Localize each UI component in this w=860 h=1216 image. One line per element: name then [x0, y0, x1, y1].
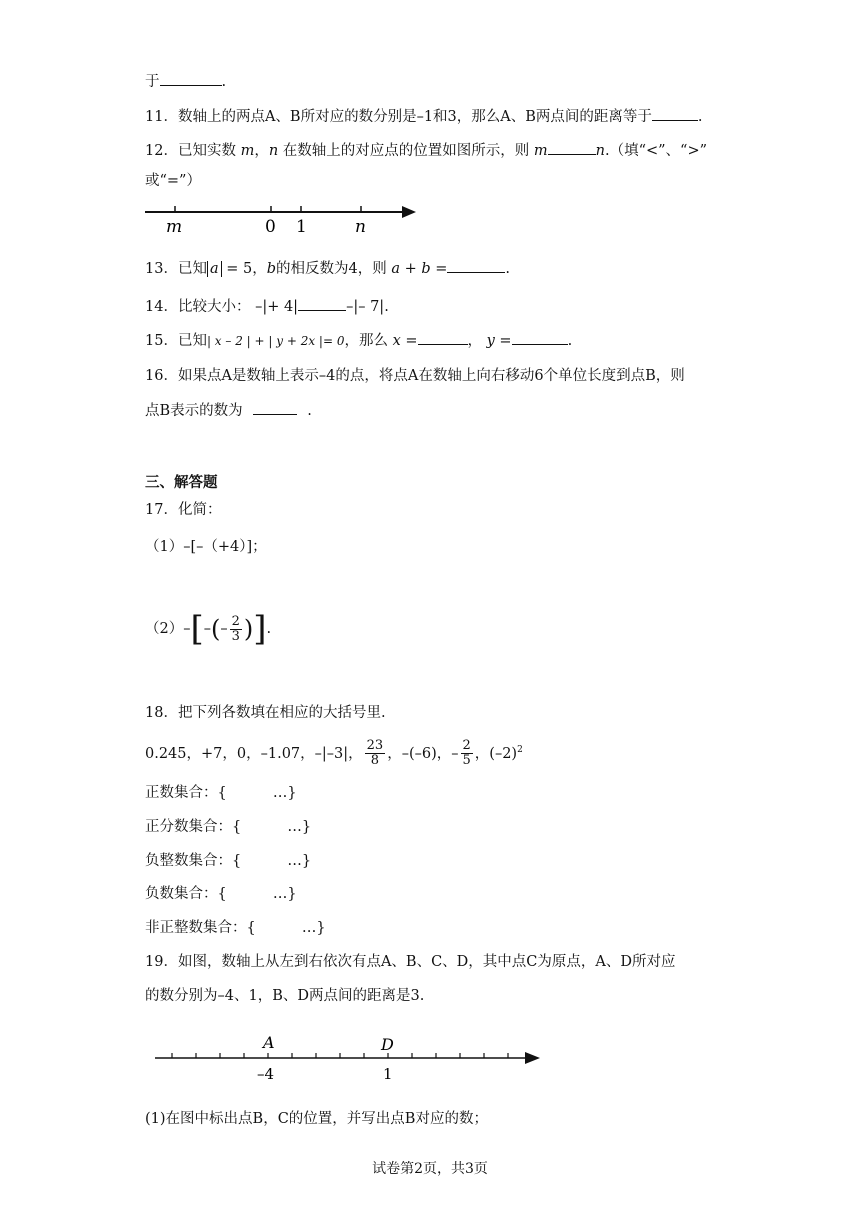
- expression: –|+ 4|: [255, 299, 299, 315]
- answer-blank: [652, 107, 698, 121]
- text: 13．已知: [145, 261, 207, 277]
- question-19: 19．如图，数轴上从左到右依次有点A、B、C、D，其中点C为原点，A、D所对应: [145, 954, 676, 970]
- var-n: n: [595, 143, 605, 159]
- set-positive-fraction: 正分数集合：{ …}: [145, 819, 312, 835]
- question-19-part1: (1)在图中标出点B，C的位置，并写出点B对应的数；: [145, 1111, 488, 1127]
- question-12-line2: [145, 171, 201, 191]
- prev-question-tail: [145, 72, 226, 92]
- var-n: n: [268, 143, 279, 159]
- text: .（填“<”、“>”: [604, 143, 708, 159]
- fraction: $\frac{23}{8}$: [366, 738, 384, 769]
- abs-a: a: [207, 261, 222, 277]
- question-14: [145, 297, 389, 317]
- expression: –|–3|，: [314, 745, 363, 762]
- text: = 5，: [226, 261, 267, 277]
- question-17-part1: （1）–[–（+4）]；: [145, 539, 267, 555]
- axis-label-A: A: [263, 1033, 275, 1052]
- text: ，: [254, 143, 269, 159]
- set-negative-integer: 负整数集合：{ …}: [145, 853, 312, 869]
- question-12: [145, 141, 707, 161]
- text: 15．已知: [145, 333, 207, 349]
- var-m: m: [240, 143, 255, 159]
- text: 在数轴上的对应点的位置如图所示，则: [282, 143, 530, 159]
- expression: a + b =: [391, 261, 448, 277]
- text: 0.245，+7，0，–1.07，: [145, 745, 315, 762]
- axis-label-0: 0: [265, 217, 276, 237]
- text: ，(–2): [474, 745, 518, 762]
- answer-blank: [160, 72, 222, 86]
- axis-label-n: n: [355, 217, 366, 237]
- text: .: [697, 109, 703, 125]
- text: .: [384, 299, 389, 315]
- answer-blank: [548, 141, 596, 155]
- question-11: [145, 107, 703, 127]
- section-heading: 三、解答题: [145, 474, 218, 491]
- text: 的相反数为4，则: [276, 261, 387, 277]
- set-positive: 正数集合：{ …}: [145, 785, 297, 801]
- axis-label-1: 1: [296, 217, 307, 237]
- question-18-numbers: [145, 735, 523, 769]
- text: ，那么: [344, 333, 388, 349]
- question-13: [145, 259, 510, 279]
- text: .: [307, 403, 312, 419]
- expression: y =: [486, 333, 512, 349]
- var-m: m: [533, 143, 548, 159]
- set-negative: 负数集合：{ …}: [145, 886, 297, 902]
- question-17: 17．化简：: [145, 502, 222, 518]
- text: .: [505, 261, 511, 277]
- answer-blank: [253, 401, 297, 415]
- expression: x =: [392, 333, 418, 349]
- text: .: [567, 333, 573, 349]
- fraction: $\frac{2}{5}$: [462, 738, 471, 769]
- expression: | x – 2 | + | y + 2x |= 0: [206, 334, 345, 348]
- question-18: 18．把下列各数填在相应的大括号里.: [145, 705, 386, 721]
- text: 于: [145, 74, 160, 90]
- question-16-line2: [145, 401, 312, 421]
- page-footer: 试卷第2页，共3页: [372, 1161, 488, 1177]
- axis-label-m: m: [166, 217, 183, 237]
- text: 或“=”）: [145, 173, 201, 189]
- answer-blank: [447, 259, 505, 273]
- text: ，: [467, 333, 483, 349]
- answer-blank: [418, 331, 468, 345]
- text: 点B表示的数为: [145, 403, 243, 419]
- var-b: b: [266, 261, 276, 277]
- number-line-q12: [140, 198, 430, 242]
- text: 12．已知实数: [145, 143, 236, 159]
- question-17-part2: （2）–[–(– $\frac{2}{3}$ )].: [145, 609, 272, 649]
- question-text: 11．数轴上的两点A、B所对应的数分别是–1和3，那么A、B两点间的距离等于: [145, 109, 652, 125]
- axis-label-minus4: –4: [257, 1065, 275, 1083]
- text: ，–(–6)，–: [387, 745, 459, 762]
- axis-label-1: 1: [383, 1065, 393, 1083]
- set-nonpositive-integer: 非正整数集合：{ …}: [145, 920, 326, 936]
- question-16: [145, 366, 685, 386]
- answer-blank: [298, 297, 346, 311]
- text: 14．比较大小：: [145, 299, 251, 315]
- question-15: [145, 331, 572, 351]
- question-text: 16．如果点A是数轴上表示–4的点，将点A在数轴上向右移动6个单位长度到点B，则: [145, 368, 685, 384]
- fraction: $\frac{2}{3}$: [231, 613, 240, 644]
- question-19-line2: 的数分别为–4、1，B、D两点间的距离是3.: [145, 988, 425, 1004]
- expression: –|– 7|: [346, 299, 385, 315]
- number-line-q19: [150, 1030, 550, 1086]
- text: .: [221, 74, 227, 90]
- exponent: 2: [517, 745, 523, 755]
- answer-blank: [512, 331, 568, 345]
- axis-label-D: D: [381, 1035, 394, 1054]
- text: （2）: [145, 621, 184, 637]
